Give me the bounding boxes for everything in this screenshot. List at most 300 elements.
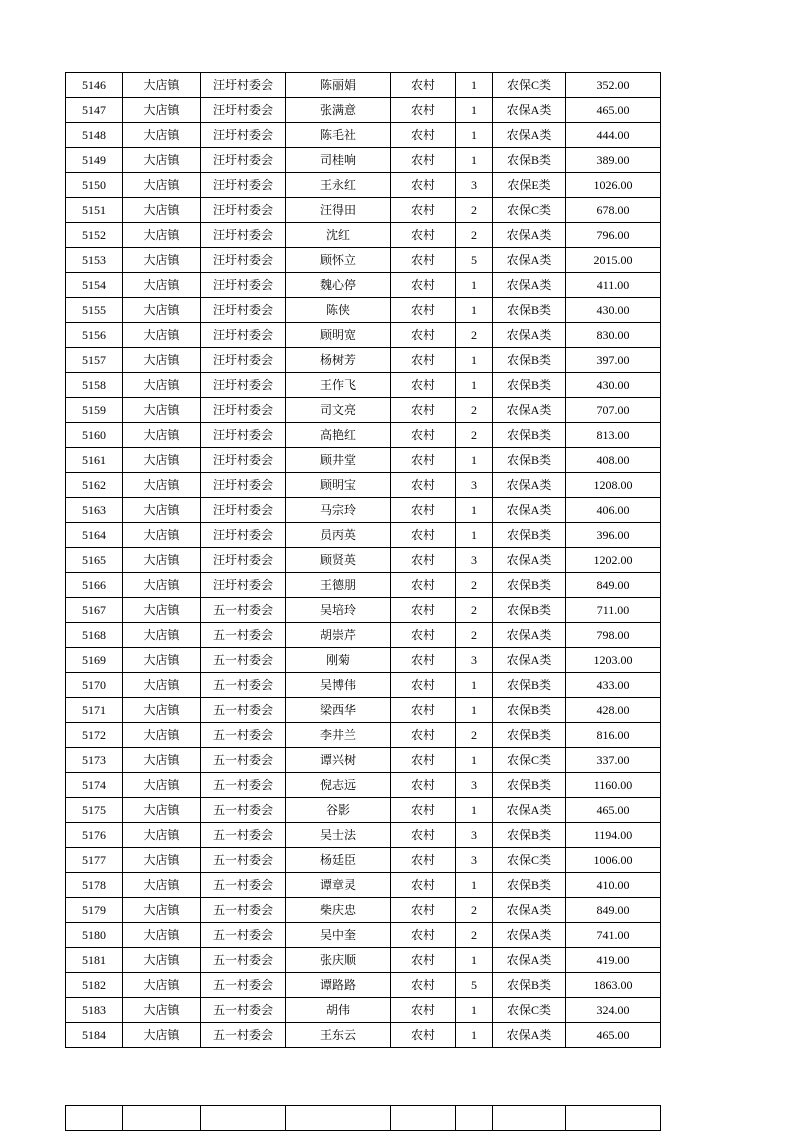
table-row [66,748,661,773]
cell-amount: 1202.00 [566,548,661,573]
cell-type: 农村 [391,73,456,98]
cell-type: 农村 [391,998,456,1023]
cell-name: 司桂响 [286,148,391,173]
table-row [66,823,661,848]
cell-village: 汪圩村委会 [201,298,286,323]
cell-category: 农保A类 [493,548,566,573]
cell-village: 汪圩村委会 [201,373,286,398]
cell-id: 5162 [66,473,123,498]
cell-name: 员丙英 [286,523,391,548]
cell-count: 2 [456,323,493,348]
cell-category: 农保A类 [493,898,566,923]
cell-id: 5154 [66,273,123,298]
table-cell [286,1106,391,1131]
cell-name: 胡崇芹 [286,623,391,648]
cell-type: 农村 [391,173,456,198]
table-row [66,973,661,998]
cell-name: 顾明宝 [286,473,391,498]
cell-village: 五一村委会 [201,848,286,873]
cell-type: 农村 [391,948,456,973]
table-cell [456,1106,493,1131]
cell-type: 农村 [391,573,456,598]
cell-name: 汪得田 [286,198,391,223]
cell-id: 5173 [66,748,123,773]
cell-count: 1 [456,873,493,898]
cell-village: 汪圩村委会 [201,198,286,223]
cell-village: 汪圩村委会 [201,173,286,198]
cell-count: 2 [456,398,493,423]
cell-village: 五一村委会 [201,998,286,1023]
cell-amount: 849.00 [566,573,661,598]
cell-category: 农保A类 [493,248,566,273]
cell-village: 汪圩村委会 [201,423,286,448]
cell-town: 大店镇 [123,323,201,348]
cell-amount: 408.00 [566,448,661,473]
cell-name: 顾明宽 [286,323,391,348]
cell-id: 5164 [66,523,123,548]
cell-name: 陈毛社 [286,123,391,148]
table-row [66,673,661,698]
cell-amount: 741.00 [566,923,661,948]
cell-type: 农村 [391,848,456,873]
cell-name: 柴庆忠 [286,898,391,923]
cell-type: 农村 [391,598,456,623]
cell-category: 农保C类 [493,748,566,773]
cell-village: 汪圩村委会 [201,448,286,473]
cell-count: 1 [456,523,493,548]
cell-town: 大店镇 [123,548,201,573]
cell-category: 农保B类 [493,598,566,623]
cell-type: 农村 [391,648,456,673]
cell-village: 五一村委会 [201,823,286,848]
cell-name: 吴培玲 [286,598,391,623]
cell-village: 汪圩村委会 [201,248,286,273]
cell-type: 农村 [391,773,456,798]
cell-village: 五一村委会 [201,723,286,748]
cell-village: 五一村委会 [201,773,286,798]
cell-type: 农村 [391,498,456,523]
cell-count: 2 [456,598,493,623]
table-row [66,173,661,198]
cell-id: 5174 [66,773,123,798]
cell-type: 农村 [391,223,456,248]
cell-count: 1 [456,448,493,473]
table-row [66,198,661,223]
cell-amount: 433.00 [566,673,661,698]
cell-type: 农村 [391,548,456,573]
cell-name: 高艳红 [286,423,391,448]
cell-amount: 1006.00 [566,848,661,873]
cell-town: 大店镇 [123,573,201,598]
cell-village: 汪圩村委会 [201,148,286,173]
cell-amount: 465.00 [566,1023,661,1048]
cell-type: 农村 [391,973,456,998]
cell-village: 五一村委会 [201,623,286,648]
cell-category: 农保A类 [493,798,566,823]
cell-town: 大店镇 [123,348,201,373]
cell-id: 5175 [66,798,123,823]
cell-amount: 816.00 [566,723,661,748]
cell-name: 顾贤英 [286,548,391,573]
cell-town: 大店镇 [123,948,201,973]
table-row [66,148,661,173]
cell-id: 5147 [66,98,123,123]
cell-name: 谭兴树 [286,748,391,773]
cell-count: 1 [456,73,493,98]
cell-town: 大店镇 [123,873,201,898]
cell-category: 农保B类 [493,148,566,173]
cell-village: 五一村委会 [201,698,286,723]
cell-town: 大店镇 [123,148,201,173]
cell-name: 杨树芳 [286,348,391,373]
cell-name: 吴士法 [286,823,391,848]
cell-name: 马宗玲 [286,498,391,523]
cell-town: 大店镇 [123,598,201,623]
cell-village: 五一村委会 [201,598,286,623]
cell-village: 汪圩村委会 [201,323,286,348]
cell-town: 大店镇 [123,898,201,923]
cell-type: 农村 [391,1023,456,1048]
table-row [66,123,661,148]
cell-category: 农保C类 [493,848,566,873]
cell-id: 5158 [66,373,123,398]
cell-id: 5171 [66,698,123,723]
table-row [66,273,661,298]
cell-category: 农保C类 [493,998,566,1023]
cell-id: 5170 [66,673,123,698]
table-row [66,798,661,823]
cell-count: 1 [456,373,493,398]
table-cell [493,1106,566,1131]
cell-count: 3 [456,773,493,798]
cell-id: 5161 [66,448,123,473]
cell-name: 李井兰 [286,723,391,748]
cell-count: 3 [456,848,493,873]
table-row [66,423,661,448]
cell-village: 汪圩村委会 [201,498,286,523]
cell-village: 汪圩村委会 [201,273,286,298]
cell-id: 5168 [66,623,123,648]
cell-amount: 465.00 [566,798,661,823]
table-row [66,923,661,948]
table-row [66,473,661,498]
cell-count: 1 [456,298,493,323]
cell-count: 5 [456,248,493,273]
cell-type: 农村 [391,748,456,773]
cell-name: 吴中奎 [286,923,391,948]
cell-type: 农村 [391,273,456,298]
cell-category: 农保A类 [493,98,566,123]
cell-village: 五一村委会 [201,748,286,773]
cell-count: 1 [456,698,493,723]
cell-village: 汪圩村委会 [201,348,286,373]
cell-type: 农村 [391,298,456,323]
cell-amount: 406.00 [566,498,661,523]
cell-amount: 1863.00 [566,973,661,998]
cell-amount: 711.00 [566,598,661,623]
cell-type: 农村 [391,198,456,223]
cell-town: 大店镇 [123,798,201,823]
cell-town: 大店镇 [123,998,201,1023]
table-cell [391,1106,456,1131]
cell-type: 农村 [391,373,456,398]
table-row [66,298,661,323]
cell-count: 3 [456,548,493,573]
cell-category: 农保B类 [493,423,566,448]
cell-category: 农保A类 [493,498,566,523]
cell-amount: 396.00 [566,523,661,548]
table-row [66,223,661,248]
next-row-fragment-table [65,1105,661,1131]
table-row [66,948,661,973]
cell-count: 1 [456,123,493,148]
table-cell [66,1106,123,1131]
table-row [66,898,661,923]
cell-id: 5151 [66,198,123,223]
cell-village: 五一村委会 [201,673,286,698]
cell-amount: 1203.00 [566,648,661,673]
cell-village: 汪圩村委会 [201,473,286,498]
cell-id: 5180 [66,923,123,948]
cell-name: 王东云 [286,1023,391,1048]
cell-count: 1 [456,998,493,1023]
cell-amount: 707.00 [566,398,661,423]
cell-name: 陈侠 [286,298,391,323]
table-row [66,398,661,423]
cell-category: 农保A类 [493,123,566,148]
cell-category: 农保A类 [493,948,566,973]
table-row [66,98,661,123]
cell-category: 农保B类 [493,373,566,398]
cell-town: 大店镇 [123,673,201,698]
cell-type: 农村 [391,673,456,698]
cell-town: 大店镇 [123,823,201,848]
cell-id: 5178 [66,873,123,898]
cell-count: 1 [456,1023,493,1048]
cell-amount: 1208.00 [566,473,661,498]
cell-id: 5153 [66,248,123,273]
table-row [66,73,661,98]
cell-category: 农保B类 [493,773,566,798]
table-row [66,373,661,398]
cell-amount: 411.00 [566,273,661,298]
cell-count: 2 [456,623,493,648]
cell-name: 张庆顺 [286,948,391,973]
cell-name: 王德朋 [286,573,391,598]
cell-type: 农村 [391,723,456,748]
cell-amount: 352.00 [566,73,661,98]
cell-count: 1 [456,748,493,773]
table-row [66,998,661,1023]
cell-category: 农保B类 [493,523,566,548]
cell-name: 倪志远 [286,773,391,798]
cell-village: 五一村委会 [201,798,286,823]
cell-name: 谷影 [286,798,391,823]
table-row [66,848,661,873]
cell-count: 1 [456,948,493,973]
cell-village: 五一村委会 [201,648,286,673]
cell-village: 五一村委会 [201,873,286,898]
cell-type: 农村 [391,323,456,348]
table-row [66,523,661,548]
table-row [66,623,661,648]
cell-type: 农村 [391,398,456,423]
cell-town: 大店镇 [123,398,201,423]
cell-amount: 1194.00 [566,823,661,848]
cell-id: 5160 [66,423,123,448]
cell-town: 大店镇 [123,123,201,148]
cell-amount: 849.00 [566,898,661,923]
cell-id: 5166 [66,573,123,598]
cell-town: 大店镇 [123,698,201,723]
cell-type: 农村 [391,523,456,548]
cell-town: 大店镇 [123,498,201,523]
cell-town: 大店镇 [123,723,201,748]
cell-category: 农保E类 [493,173,566,198]
cell-town: 大店镇 [123,848,201,873]
cell-name: 刚菊 [286,648,391,673]
cell-village: 五一村委会 [201,948,286,973]
cell-name: 王永红 [286,173,391,198]
cell-amount: 430.00 [566,373,661,398]
cell-category: 农保B类 [493,673,566,698]
cell-type: 农村 [391,623,456,648]
cell-id: 5182 [66,973,123,998]
cell-type: 农村 [391,448,456,473]
cell-town: 大店镇 [123,373,201,398]
cell-category: 农保B类 [493,348,566,373]
cell-count: 2 [456,723,493,748]
cell-town: 大店镇 [123,773,201,798]
cell-town: 大店镇 [123,923,201,948]
cell-count: 1 [456,98,493,123]
cell-town: 大店镇 [123,273,201,298]
cell-town: 大店镇 [123,173,201,198]
cell-count: 1 [456,673,493,698]
cell-type: 农村 [391,473,456,498]
cell-category: 农保A类 [493,623,566,648]
table-cell [566,1106,661,1131]
cell-category: 农保A类 [493,398,566,423]
cell-amount: 430.00 [566,298,661,323]
cell-category: 农保A类 [493,323,566,348]
cell-id: 5148 [66,123,123,148]
cell-village: 五一村委会 [201,898,286,923]
cell-name: 陈丽娟 [286,73,391,98]
cell-name: 杨廷臣 [286,848,391,873]
cell-name: 谭章灵 [286,873,391,898]
cell-town: 大店镇 [123,473,201,498]
cell-id: 5179 [66,898,123,923]
table-row-fragment [66,1106,661,1131]
cell-id: 5146 [66,73,123,98]
cell-amount: 830.00 [566,323,661,348]
table-row [66,348,661,373]
cell-category: 农保A类 [493,1023,566,1048]
table-row [66,1023,661,1048]
cell-count: 2 [456,573,493,598]
cell-name: 沈红 [286,223,391,248]
cell-name: 谭路路 [286,973,391,998]
cell-town: 大店镇 [123,523,201,548]
cell-name: 王作飞 [286,373,391,398]
cell-name: 魏心停 [286,273,391,298]
cell-town: 大店镇 [123,423,201,448]
cell-id: 5163 [66,498,123,523]
cell-type: 农村 [391,348,456,373]
cell-count: 2 [456,223,493,248]
cell-id: 5176 [66,823,123,848]
cell-amount: 465.00 [566,98,661,123]
cell-name: 胡伟 [286,998,391,1023]
cell-town: 大店镇 [123,623,201,648]
cell-id: 5181 [66,948,123,973]
cell-category: 农保A类 [493,223,566,248]
table-row [66,698,661,723]
cell-amount: 1160.00 [566,773,661,798]
cell-category: 农保C类 [493,73,566,98]
table-row [66,598,661,623]
cell-type: 农村 [391,148,456,173]
cell-amount: 444.00 [566,123,661,148]
cell-count: 1 [456,273,493,298]
cell-village: 汪圩村委会 [201,573,286,598]
cell-type: 农村 [391,98,456,123]
cell-type: 农村 [391,823,456,848]
table-cell [123,1106,201,1131]
cell-count: 5 [456,973,493,998]
cell-type: 农村 [391,898,456,923]
table-row [66,323,661,348]
cell-category: 农保B类 [493,448,566,473]
cell-name: 顾怀立 [286,248,391,273]
table-row [66,498,661,523]
cell-amount: 428.00 [566,698,661,723]
cell-id: 5152 [66,223,123,248]
cell-village: 汪圩村委会 [201,523,286,548]
cell-village: 五一村委会 [201,1023,286,1048]
cell-category: 农保C类 [493,198,566,223]
benefit-table-body [66,73,661,1048]
cell-amount: 410.00 [566,873,661,898]
cell-town: 大店镇 [123,248,201,273]
cell-category: 农保B类 [493,973,566,998]
cell-village: 汪圩村委会 [201,73,286,98]
cell-amount: 798.00 [566,623,661,648]
cell-town: 大店镇 [123,748,201,773]
cell-count: 2 [456,198,493,223]
cell-village: 五一村委会 [201,923,286,948]
cell-id: 5184 [66,1023,123,1048]
table-row [66,723,661,748]
cell-count: 2 [456,898,493,923]
table-cell [201,1106,286,1131]
cell-amount: 813.00 [566,423,661,448]
cell-category: 农保B类 [493,573,566,598]
cell-village: 五一村委会 [201,973,286,998]
cell-id: 5156 [66,323,123,348]
cell-category: 农保A类 [493,273,566,298]
cell-id: 5172 [66,723,123,748]
table-row [66,573,661,598]
cell-count: 2 [456,423,493,448]
cell-amount: 419.00 [566,948,661,973]
cell-id: 5159 [66,398,123,423]
cell-category: 农保B类 [493,823,566,848]
table-row [66,773,661,798]
cell-id: 5150 [66,173,123,198]
cell-type: 农村 [391,423,456,448]
